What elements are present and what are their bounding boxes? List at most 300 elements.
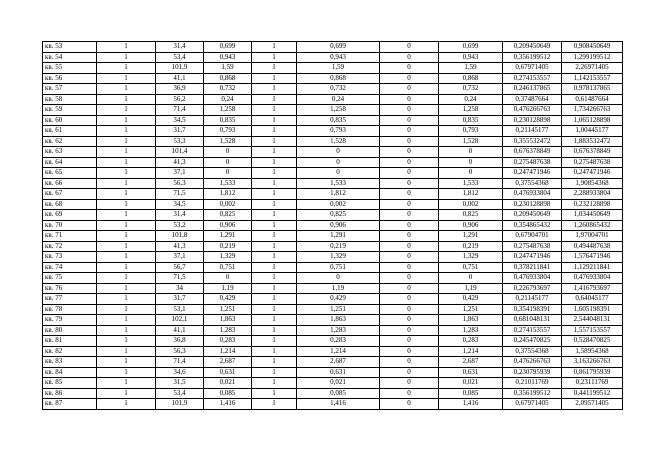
- table-cell: 1: [252, 304, 297, 315]
- table-cell: 1: [97, 42, 156, 53]
- table-cell: 1: [252, 273, 297, 284]
- table-cell: 0: [204, 157, 252, 168]
- table-cell: 0: [380, 42, 439, 53]
- table-cell: 2,09571405: [562, 399, 623, 410]
- table-cell: 0,283: [439, 336, 503, 347]
- table-cell: 1,59: [439, 63, 503, 74]
- table-cell: 1,329: [297, 252, 380, 263]
- table-row: [43, 115, 623, 126]
- table-cell: 0: [380, 210, 439, 221]
- table-cell: 0,732: [204, 84, 252, 95]
- apartment-label-cell: кв. 65: [43, 168, 97, 179]
- table-cell: 1,291: [204, 231, 252, 242]
- table-cell: 1: [97, 241, 156, 252]
- table-cell: 1,291: [297, 231, 380, 242]
- table-cell: 0: [380, 262, 439, 273]
- table-cell: 0: [297, 168, 380, 179]
- table-row: [43, 262, 623, 273]
- table-row: [43, 294, 623, 305]
- table-cell: 1,557153557: [562, 325, 623, 336]
- table-cell: 0,354198391: [503, 304, 562, 315]
- table-cell: 0: [380, 294, 439, 305]
- table-cell: 1: [252, 231, 297, 242]
- table-body: [43, 42, 623, 410]
- table-cell: 0: [380, 189, 439, 200]
- table-cell: 0,476933804: [562, 273, 623, 284]
- table-cell: 0: [380, 304, 439, 315]
- table-cell: 0,699: [297, 42, 380, 53]
- table-cell: 1,59: [204, 63, 252, 74]
- table-cell: 31,4: [156, 210, 204, 221]
- table-cell: 0: [380, 367, 439, 378]
- table-row: [43, 168, 623, 179]
- table-cell: 0,429: [439, 294, 503, 305]
- table-cell: 1: [252, 336, 297, 347]
- table-cell: 1: [97, 52, 156, 63]
- table-cell: 3,163266763: [562, 357, 623, 368]
- apartment-label-cell: кв. 81: [43, 336, 97, 347]
- table-cell: 0,37554368: [503, 178, 562, 189]
- table-cell: 0,868: [297, 73, 380, 84]
- table-cell: 53,2: [156, 220, 204, 231]
- table-cell: 1: [97, 115, 156, 126]
- table-cell: 1: [252, 199, 297, 210]
- table-cell: 0,24: [439, 94, 503, 105]
- table-cell: 1: [252, 388, 297, 399]
- table-cell: 0,356199512: [503, 52, 562, 63]
- table-cell: 0,835: [297, 115, 380, 126]
- table-cell: 1,812: [297, 189, 380, 200]
- table-cell: 1,258: [297, 105, 380, 116]
- table-row: [43, 63, 623, 74]
- table-row: [43, 367, 623, 378]
- table-cell: 1: [252, 63, 297, 74]
- apartment-label-cell: кв. 70: [43, 220, 97, 231]
- table-row: [43, 231, 623, 242]
- table-cell: 1,533: [297, 178, 380, 189]
- table-cell: 0,751: [204, 262, 252, 273]
- table-cell: 1,883532472: [562, 136, 623, 147]
- apartment-label-cell: кв. 76: [43, 283, 97, 294]
- table-cell: 101,8: [156, 231, 204, 242]
- table-row: [43, 273, 623, 284]
- table-row: [43, 157, 623, 168]
- table-cell: 0,429: [297, 294, 380, 305]
- table-cell: 2,687: [204, 357, 252, 368]
- table-cell: 0: [297, 157, 380, 168]
- apartment-label-cell: кв. 68: [43, 199, 97, 210]
- table-cell: 0,699: [439, 42, 503, 53]
- table-cell: 0,085: [204, 388, 252, 399]
- table-row: [43, 378, 623, 389]
- apartment-label-cell: кв. 75: [43, 273, 97, 284]
- table-cell: 1,214: [204, 346, 252, 357]
- table-cell: 1: [252, 378, 297, 389]
- table-cell: 1: [97, 231, 156, 242]
- table-cell: 102,1: [156, 315, 204, 326]
- table-cell: 53,4: [156, 388, 204, 399]
- table-cell: 1,283: [439, 325, 503, 336]
- table-cell: 71,4: [156, 105, 204, 116]
- table-row: [43, 357, 623, 368]
- table-cell: 36,9: [156, 84, 204, 95]
- table-cell: 1: [97, 157, 156, 168]
- table-cell: 0: [380, 63, 439, 74]
- document-page: [42, 41, 622, 410]
- table-cell: 37,1: [156, 168, 204, 179]
- table-cell: 1,863: [439, 315, 503, 326]
- table-cell: 1: [252, 136, 297, 147]
- table-cell: 0,283: [297, 336, 380, 347]
- table-cell: 1,812: [439, 189, 503, 200]
- table-cell: 1: [252, 294, 297, 305]
- table-cell: 0,209450649: [503, 42, 562, 53]
- table-cell: 1,291: [439, 231, 503, 242]
- table-cell: 1,299199512: [562, 52, 623, 63]
- table-cell: 34,5: [156, 115, 204, 126]
- table-row: [43, 147, 623, 158]
- table-cell: 1,528: [297, 136, 380, 147]
- table-cell: 0,732: [439, 84, 503, 95]
- table-cell: 1: [252, 357, 297, 368]
- table-cell: 0: [380, 388, 439, 399]
- table-cell: 0: [380, 231, 439, 242]
- table-cell: 0: [204, 168, 252, 179]
- table-cell: 0: [380, 73, 439, 84]
- table-cell: 1,416: [297, 399, 380, 410]
- table-cell: 71,5: [156, 273, 204, 284]
- table-cell: 0,943: [297, 52, 380, 63]
- table-cell: 1,065128898: [562, 115, 623, 126]
- apartment-label-cell: кв. 87: [43, 399, 97, 410]
- table-cell: 1,576471946: [562, 252, 623, 263]
- table-cell: 0,699: [204, 42, 252, 53]
- apartment-label-cell: кв. 63: [43, 147, 97, 158]
- table-cell: 1: [97, 136, 156, 147]
- table-cell: 0,61487664: [562, 94, 623, 105]
- table-cell: 0,21145177: [503, 294, 562, 305]
- table-cell: 0,021: [204, 378, 252, 389]
- table-cell: 41,1: [156, 325, 204, 336]
- apartment-data-table: [42, 41, 623, 410]
- table-cell: 1,863: [204, 315, 252, 326]
- table-row: [43, 189, 623, 200]
- table-cell: 1,329: [439, 252, 503, 263]
- table-cell: 1: [252, 52, 297, 63]
- table-row: [43, 346, 623, 357]
- table-cell: 0: [380, 346, 439, 357]
- table-cell: 1,214: [297, 346, 380, 357]
- table-cell: 0,274153557: [503, 325, 562, 336]
- table-row: [43, 52, 623, 63]
- table-cell: 0,67971405: [503, 399, 562, 410]
- table-cell: 1,034450649: [562, 210, 623, 221]
- table-cell: 1: [97, 294, 156, 305]
- table-cell: 0,002: [439, 199, 503, 210]
- table-cell: 0,021: [297, 378, 380, 389]
- table-cell: 1: [252, 367, 297, 378]
- table-cell: 0,219: [439, 241, 503, 252]
- table-cell: 0,67971405: [503, 63, 562, 74]
- table-cell: 41,1: [156, 73, 204, 84]
- table-cell: 1,863: [297, 315, 380, 326]
- apartment-label-cell: кв. 67: [43, 189, 97, 200]
- table-cell: 1,533: [439, 178, 503, 189]
- table-cell: 1,416: [439, 399, 503, 410]
- table-cell: 1,214: [439, 346, 503, 357]
- table-cell: 0,861795939: [562, 367, 623, 378]
- table-cell: 0,275487638: [503, 241, 562, 252]
- table-cell: 1,533: [204, 178, 252, 189]
- table-cell: 1,528: [439, 136, 503, 147]
- table-row: [43, 304, 623, 315]
- table-cell: 0,732: [297, 84, 380, 95]
- table-cell: 56,3: [156, 178, 204, 189]
- table-cell: 34: [156, 283, 204, 294]
- table-cell: 0,247471946: [503, 168, 562, 179]
- table-cell: 1,58954368: [562, 346, 623, 357]
- table-cell: 1: [97, 315, 156, 326]
- table-cell: 1: [97, 399, 156, 410]
- table-cell: 1: [252, 315, 297, 326]
- table-cell: 56,7: [156, 262, 204, 273]
- table-cell: 1: [97, 378, 156, 389]
- table-cell: 41,3: [156, 157, 204, 168]
- apartment-label-cell: кв. 57: [43, 84, 97, 95]
- table-cell: 1: [97, 189, 156, 200]
- table-cell: 1: [97, 388, 156, 399]
- table-cell: 0,226793697: [503, 283, 562, 294]
- table-cell: 0,24: [297, 94, 380, 105]
- table-cell: 1: [252, 94, 297, 105]
- table-cell: 0,245470825: [503, 336, 562, 347]
- apartment-label-cell: кв. 54: [43, 52, 97, 63]
- table-cell: 0,476933804: [503, 189, 562, 200]
- table-cell: 2,288933804: [562, 189, 623, 200]
- table-cell: 2,687: [439, 357, 503, 368]
- table-cell: 1,283: [297, 325, 380, 336]
- table-cell: 0,825: [204, 210, 252, 221]
- table-cell: 0: [380, 136, 439, 147]
- table-cell: 2,687: [297, 357, 380, 368]
- table-cell: 0,24: [204, 94, 252, 105]
- table-cell: 0,275487638: [503, 157, 562, 168]
- table-cell: 1: [97, 199, 156, 210]
- table-cell: 1: [252, 115, 297, 126]
- table-cell: 0: [380, 105, 439, 116]
- table-cell: 0: [204, 273, 252, 284]
- table-cell: 53,1: [156, 304, 204, 315]
- apartment-label-cell: кв. 55: [43, 63, 97, 74]
- table-cell: 1,283: [204, 325, 252, 336]
- table-cell: 0,247471946: [562, 168, 623, 179]
- table-cell: 0: [380, 147, 439, 158]
- table-cell: 1: [252, 84, 297, 95]
- apartment-label-cell: кв. 61: [43, 126, 97, 137]
- table-cell: 0,825: [439, 210, 503, 221]
- table-cell: 0,943: [439, 52, 503, 63]
- table-cell: 71,5: [156, 189, 204, 200]
- table-cell: 1: [252, 168, 297, 179]
- table-cell: 1: [252, 241, 297, 252]
- table-cell: 0,002: [297, 199, 380, 210]
- table-cell: 1,19: [204, 283, 252, 294]
- table-row: [43, 315, 623, 326]
- table-cell: 0,355532472: [503, 136, 562, 147]
- table-cell: 1: [97, 105, 156, 116]
- table-cell: 0,793: [297, 126, 380, 137]
- table-cell: 0,275487638: [562, 157, 623, 168]
- table-cell: 1,329: [204, 252, 252, 263]
- table-cell: 0: [439, 157, 503, 168]
- table-cell: 1: [97, 126, 156, 137]
- table-cell: 1: [252, 42, 297, 53]
- table-cell: 1: [97, 73, 156, 84]
- table-cell: 0: [380, 157, 439, 168]
- table-cell: 1,251: [297, 304, 380, 315]
- table-cell: 0: [380, 252, 439, 263]
- table-cell: 0,085: [439, 388, 503, 399]
- table-cell: 1,142153557: [562, 73, 623, 84]
- table-cell: 1: [97, 168, 156, 179]
- table-cell: 0,219: [297, 241, 380, 252]
- apartment-label-cell: кв. 60: [43, 115, 97, 126]
- table-cell: 1: [97, 94, 156, 105]
- table-cell: 0: [380, 283, 439, 294]
- apartment-label-cell: кв. 66: [43, 178, 97, 189]
- table-row: [43, 388, 623, 399]
- table-cell: 0: [439, 147, 503, 158]
- table-row: [43, 210, 623, 221]
- apartment-label-cell: кв. 59: [43, 105, 97, 116]
- table-cell: 0: [380, 199, 439, 210]
- table-cell: 1: [97, 210, 156, 221]
- table-cell: 0,528470825: [562, 336, 623, 347]
- table-cell: 1: [252, 126, 297, 137]
- table-cell: 1: [97, 336, 156, 347]
- table-row: [43, 126, 623, 137]
- table-cell: 34,5: [156, 199, 204, 210]
- table-cell: 0: [380, 273, 439, 284]
- table-cell: 1: [252, 105, 297, 116]
- table-cell: 0: [380, 399, 439, 410]
- table-row: [43, 199, 623, 210]
- table-cell: 1: [252, 189, 297, 200]
- table-cell: 1: [97, 346, 156, 357]
- table-cell: 0,476266763: [503, 357, 562, 368]
- table-cell: 0,219: [204, 241, 252, 252]
- table-cell: 1,19: [439, 283, 503, 294]
- table-row: [43, 336, 623, 347]
- apartment-label-cell: кв. 82: [43, 346, 97, 357]
- table-cell: 0: [204, 147, 252, 158]
- apartment-label-cell: кв. 71: [43, 231, 97, 242]
- apartment-label-cell: кв. 56: [43, 73, 97, 84]
- table-cell: 0,429: [204, 294, 252, 305]
- table-cell: 1,00445177: [562, 126, 623, 137]
- apartment-label-cell: кв. 80: [43, 325, 97, 336]
- apartment-label-cell: кв. 85: [43, 378, 97, 389]
- table-cell: 1: [252, 283, 297, 294]
- table-cell: 0,868: [204, 73, 252, 84]
- table-cell: 1: [252, 399, 297, 410]
- table-cell: 1: [97, 273, 156, 284]
- table-cell: 0,681048131: [503, 315, 562, 326]
- table-cell: 1: [97, 178, 156, 189]
- table-cell: 0: [380, 325, 439, 336]
- table-cell: 0,247471946: [503, 252, 562, 263]
- table-cell: 1: [252, 252, 297, 263]
- table-cell: 1: [97, 63, 156, 74]
- table-cell: 1,734266763: [562, 105, 623, 116]
- table-cell: 41,3: [156, 241, 204, 252]
- table-cell: 1: [97, 252, 156, 263]
- table-cell: 0,37487664: [503, 94, 562, 105]
- table-cell: 0,476266763: [503, 105, 562, 116]
- table-cell: 53,3: [156, 136, 204, 147]
- table-cell: 1: [252, 220, 297, 231]
- table-cell: 1: [97, 325, 156, 336]
- table-row: [43, 252, 623, 263]
- table-cell: 0: [380, 378, 439, 389]
- table-cell: 56,3: [156, 346, 204, 357]
- table-row: [43, 241, 623, 252]
- table-cell: 0: [380, 168, 439, 179]
- table-cell: 0: [297, 273, 380, 284]
- table-cell: 0,23111769: [562, 378, 623, 389]
- apartment-label-cell: кв. 62: [43, 136, 97, 147]
- table-cell: 1: [97, 147, 156, 158]
- table-row: [43, 178, 623, 189]
- table-cell: 0,494487638: [562, 241, 623, 252]
- table-cell: 0,868: [439, 73, 503, 84]
- table-cell: 53,4: [156, 52, 204, 63]
- table-cell: 37,1: [156, 252, 204, 263]
- table-cell: 1: [252, 325, 297, 336]
- table-cell: 0,676378849: [562, 147, 623, 158]
- table-cell: 1,528: [204, 136, 252, 147]
- table-cell: 0,232128898: [562, 199, 623, 210]
- table-cell: 0: [439, 168, 503, 179]
- apartment-label-cell: кв. 78: [43, 304, 97, 315]
- apartment-label-cell: кв. 84: [43, 367, 97, 378]
- table-cell: 1: [97, 367, 156, 378]
- table-cell: 31,7: [156, 294, 204, 305]
- table-cell: 1,251: [439, 304, 503, 315]
- table-cell: 1,416793697: [562, 283, 623, 294]
- table-row: [43, 136, 623, 147]
- table-cell: 0,906: [297, 220, 380, 231]
- apartment-label-cell: кв. 77: [43, 294, 97, 305]
- table-cell: 0,825: [297, 210, 380, 221]
- table-cell: 0,793: [439, 126, 503, 137]
- table-cell: 1,812: [204, 189, 252, 200]
- table-cell: 0: [297, 147, 380, 158]
- apartment-label-cell: кв. 69: [43, 210, 97, 221]
- table-cell: 0,631: [204, 367, 252, 378]
- table-cell: 0: [380, 84, 439, 95]
- table-cell: 0: [380, 115, 439, 126]
- table-cell: 0,835: [204, 115, 252, 126]
- table-cell: 1: [252, 346, 297, 357]
- table-cell: 31,7: [156, 126, 204, 137]
- table-cell: 0: [380, 357, 439, 368]
- table-cell: 0,64045177: [562, 294, 623, 305]
- table-cell: 0: [380, 178, 439, 189]
- table-cell: 1: [97, 304, 156, 315]
- table-cell: 0: [380, 241, 439, 252]
- table-row: [43, 94, 623, 105]
